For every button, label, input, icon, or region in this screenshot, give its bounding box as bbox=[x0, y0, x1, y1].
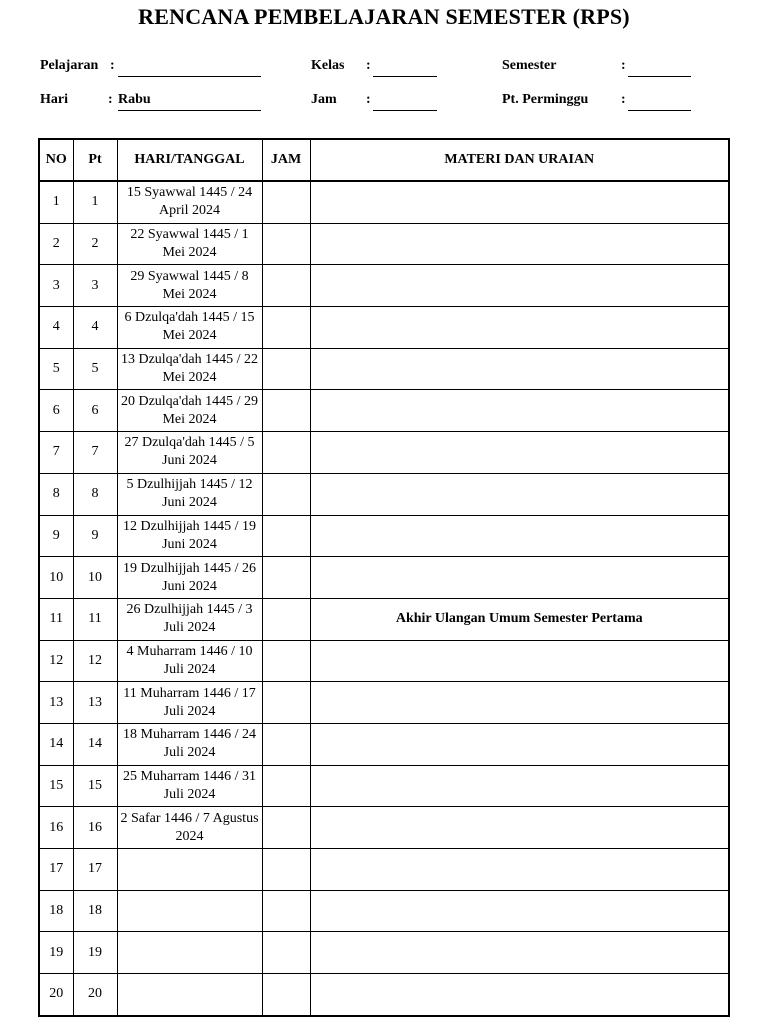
cell-hari-tanggal: 5 Dzulhijjah 1445 / 12 Juni 2024 bbox=[117, 473, 262, 515]
cell-jam bbox=[262, 682, 310, 724]
cell-materi bbox=[310, 974, 729, 1016]
cell-no: 1 bbox=[39, 181, 73, 223]
table-row bbox=[39, 223, 729, 265]
cell-hari-tanggal: 13 Dzulqa'dah 1445 / 22 Mei 2024 bbox=[117, 348, 262, 390]
cell-materi bbox=[310, 307, 729, 349]
cell-jam bbox=[262, 432, 310, 474]
cell-pt: 6 bbox=[73, 390, 117, 432]
hari-field bbox=[118, 92, 261, 111]
table-row bbox=[39, 432, 729, 474]
cell-no: 20 bbox=[39, 974, 73, 1016]
cell-jam bbox=[262, 807, 310, 849]
table-row bbox=[39, 598, 729, 640]
cell-no: 7 bbox=[39, 432, 73, 474]
jam-label: Jam bbox=[311, 92, 337, 107]
cell-pt: 3 bbox=[73, 265, 117, 307]
cell-no: 5 bbox=[39, 348, 73, 390]
cell-materi bbox=[310, 348, 729, 390]
cell-no: 6 bbox=[39, 390, 73, 432]
cell-materi bbox=[310, 473, 729, 515]
table-row bbox=[39, 974, 729, 1016]
cell-hari-tanggal: 18 Muharram 1446 / 24 Juli 2024 bbox=[117, 723, 262, 765]
cell-hari-tanggal: 15 Syawwal 1445 / 24 April 2024 bbox=[117, 181, 262, 223]
cell-no: 11 bbox=[39, 598, 73, 640]
cell-materi bbox=[310, 765, 729, 807]
cell-hari-tanggal bbox=[117, 890, 262, 932]
cell-hari-tanggal: 11 Muharram 1446 / 17 Juli 2024 bbox=[117, 682, 262, 724]
cell-jam bbox=[262, 390, 310, 432]
table-row bbox=[39, 765, 729, 807]
table-row bbox=[39, 557, 729, 599]
kelas-field bbox=[373, 58, 437, 77]
cell-no: 10 bbox=[39, 557, 73, 599]
cell-hari-tanggal: 25 Muharram 1446 / 31 Juli 2024 bbox=[117, 765, 262, 807]
cell-jam bbox=[262, 932, 310, 974]
table-row bbox=[39, 890, 729, 932]
cell-hari-tanggal: 19 Dzulhijjah 1445 / 26 Juni 2024 bbox=[117, 557, 262, 599]
cell-no: 2 bbox=[39, 223, 73, 265]
cell-hari-tanggal bbox=[117, 849, 262, 891]
cell-no: 16 bbox=[39, 807, 73, 849]
cell-pt: 4 bbox=[73, 307, 117, 349]
cell-pt: 10 bbox=[73, 557, 117, 599]
table-row bbox=[39, 181, 729, 223]
cell-no: 8 bbox=[39, 473, 73, 515]
cell-jam bbox=[262, 223, 310, 265]
cell-no: 4 bbox=[39, 307, 73, 349]
cell-jam bbox=[262, 598, 310, 640]
table-row bbox=[39, 807, 729, 849]
cell-materi bbox=[310, 682, 729, 724]
header-pt: Pt bbox=[73, 139, 117, 181]
cell-pt: 9 bbox=[73, 515, 117, 557]
table-row bbox=[39, 849, 729, 891]
cell-jam bbox=[262, 348, 310, 390]
semester-label: Semester bbox=[502, 58, 557, 73]
cell-no: 9 bbox=[39, 515, 73, 557]
cell-materi bbox=[310, 557, 729, 599]
cell-hari-tanggal: 4 Muharram 1446 / 10 Juli 2024 bbox=[117, 640, 262, 682]
cell-materi bbox=[310, 723, 729, 765]
cell-jam bbox=[262, 557, 310, 599]
cell-no: 12 bbox=[39, 640, 73, 682]
cell-no: 19 bbox=[39, 932, 73, 974]
hari-label: Hari bbox=[40, 92, 68, 107]
table-body bbox=[39, 181, 729, 1016]
header-hari-tanggal: HARI/TANGGAL bbox=[117, 139, 262, 181]
cell-materi bbox=[310, 849, 729, 891]
cell-no: 3 bbox=[39, 265, 73, 307]
cell-hari-tanggal bbox=[117, 932, 262, 974]
pt-perminggu-field bbox=[628, 92, 691, 111]
cell-jam bbox=[262, 974, 310, 1016]
cell-pt: 7 bbox=[73, 432, 117, 474]
semester-field bbox=[628, 58, 691, 77]
table-row bbox=[39, 473, 729, 515]
document-title: RENCANA PEMBELAJARAN SEMESTER (RPS) bbox=[138, 4, 630, 29]
info-row-1 bbox=[0, 58, 768, 84]
cell-hari-tanggal: 2 Safar 1446 / 7 Agustus 2024 bbox=[117, 807, 262, 849]
cell-no: 14 bbox=[39, 723, 73, 765]
cell-pt: 5 bbox=[73, 348, 117, 390]
cell-jam bbox=[262, 307, 310, 349]
cell-materi bbox=[310, 265, 729, 307]
hari-value: Rabu bbox=[118, 92, 151, 107]
cell-hari-tanggal: 26 Dzulhijjah 1445 / 3 Juli 2024 bbox=[117, 598, 262, 640]
header-jam: JAM bbox=[262, 139, 310, 181]
cell-pt: 19 bbox=[73, 932, 117, 974]
table-row bbox=[39, 682, 729, 724]
cell-materi bbox=[310, 807, 729, 849]
cell-jam bbox=[262, 181, 310, 223]
cell-materi bbox=[310, 932, 729, 974]
pt-perminggu-colon: : bbox=[621, 92, 626, 107]
cell-pt: 16 bbox=[73, 807, 117, 849]
cell-pt: 20 bbox=[73, 974, 117, 1016]
cell-materi bbox=[310, 515, 729, 557]
pelajaran-field bbox=[118, 58, 261, 77]
cell-hari-tanggal bbox=[117, 974, 262, 1016]
info-row-2 bbox=[0, 92, 768, 118]
pt-perminggu-label: Pt. Perminggu bbox=[502, 92, 589, 107]
jam-colon: : bbox=[366, 92, 371, 107]
cell-jam bbox=[262, 765, 310, 807]
cell-jam bbox=[262, 849, 310, 891]
table-row bbox=[39, 390, 729, 432]
table-header-row bbox=[39, 139, 729, 181]
header-no: NO bbox=[39, 139, 73, 181]
cell-materi bbox=[310, 390, 729, 432]
table-row bbox=[39, 307, 729, 349]
cell-hari-tanggal: 12 Dzulhijjah 1445 / 19 Juni 2024 bbox=[117, 515, 262, 557]
cell-pt: 1 bbox=[73, 181, 117, 223]
cell-pt: 17 bbox=[73, 849, 117, 891]
cell-hari-tanggal: 20 Dzulqa'dah 1445 / 29 Mei 2024 bbox=[117, 390, 262, 432]
cell-hari-tanggal: 6 Dzulqa'dah 1445 / 15 Mei 2024 bbox=[117, 307, 262, 349]
cell-materi bbox=[310, 432, 729, 474]
table-row bbox=[39, 932, 729, 974]
cell-pt: 11 bbox=[73, 598, 117, 640]
cell-jam bbox=[262, 890, 310, 932]
cell-materi bbox=[310, 890, 729, 932]
table-row bbox=[39, 515, 729, 557]
cell-pt: 12 bbox=[73, 640, 117, 682]
cell-materi bbox=[310, 181, 729, 223]
cell-pt: 18 bbox=[73, 890, 117, 932]
pelajaran-label: Pelajaran bbox=[40, 58, 99, 73]
cell-hari-tanggal: 29 Syawwal 1445 / 8 Mei 2024 bbox=[117, 265, 262, 307]
table-row bbox=[39, 265, 729, 307]
header-materi: MATERI DAN URAIAN bbox=[310, 139, 729, 181]
rps-table bbox=[38, 138, 730, 1017]
cell-jam bbox=[262, 473, 310, 515]
cell-no: 15 bbox=[39, 765, 73, 807]
cell-jam bbox=[262, 640, 310, 682]
table-row bbox=[39, 723, 729, 765]
cell-jam bbox=[262, 265, 310, 307]
cell-no: 18 bbox=[39, 890, 73, 932]
cell-pt: 13 bbox=[73, 682, 117, 724]
cell-pt: 14 bbox=[73, 723, 117, 765]
cell-pt: 2 bbox=[73, 223, 117, 265]
pelajaran-colon: : bbox=[110, 58, 115, 73]
cell-pt: 8 bbox=[73, 473, 117, 515]
cell-jam bbox=[262, 723, 310, 765]
kelas-colon: : bbox=[366, 58, 371, 73]
table-row bbox=[39, 348, 729, 390]
table-row bbox=[39, 640, 729, 682]
cell-no: 13 bbox=[39, 682, 73, 724]
kelas-label: Kelas bbox=[311, 58, 345, 73]
cell-materi: Akhir Ulangan Umum Semester Pertama bbox=[310, 598, 729, 640]
cell-materi bbox=[310, 640, 729, 682]
cell-jam bbox=[262, 515, 310, 557]
cell-pt: 15 bbox=[73, 765, 117, 807]
semester-colon: : bbox=[621, 58, 626, 73]
jam-field bbox=[373, 92, 437, 111]
cell-hari-tanggal: 27 Dzulqa'dah 1445 / 5 Juni 2024 bbox=[117, 432, 262, 474]
cell-materi bbox=[310, 223, 729, 265]
cell-no: 17 bbox=[39, 849, 73, 891]
hari-colon: : bbox=[108, 92, 113, 107]
cell-hari-tanggal: 22 Syawwal 1445 / 1 Mei 2024 bbox=[117, 223, 262, 265]
